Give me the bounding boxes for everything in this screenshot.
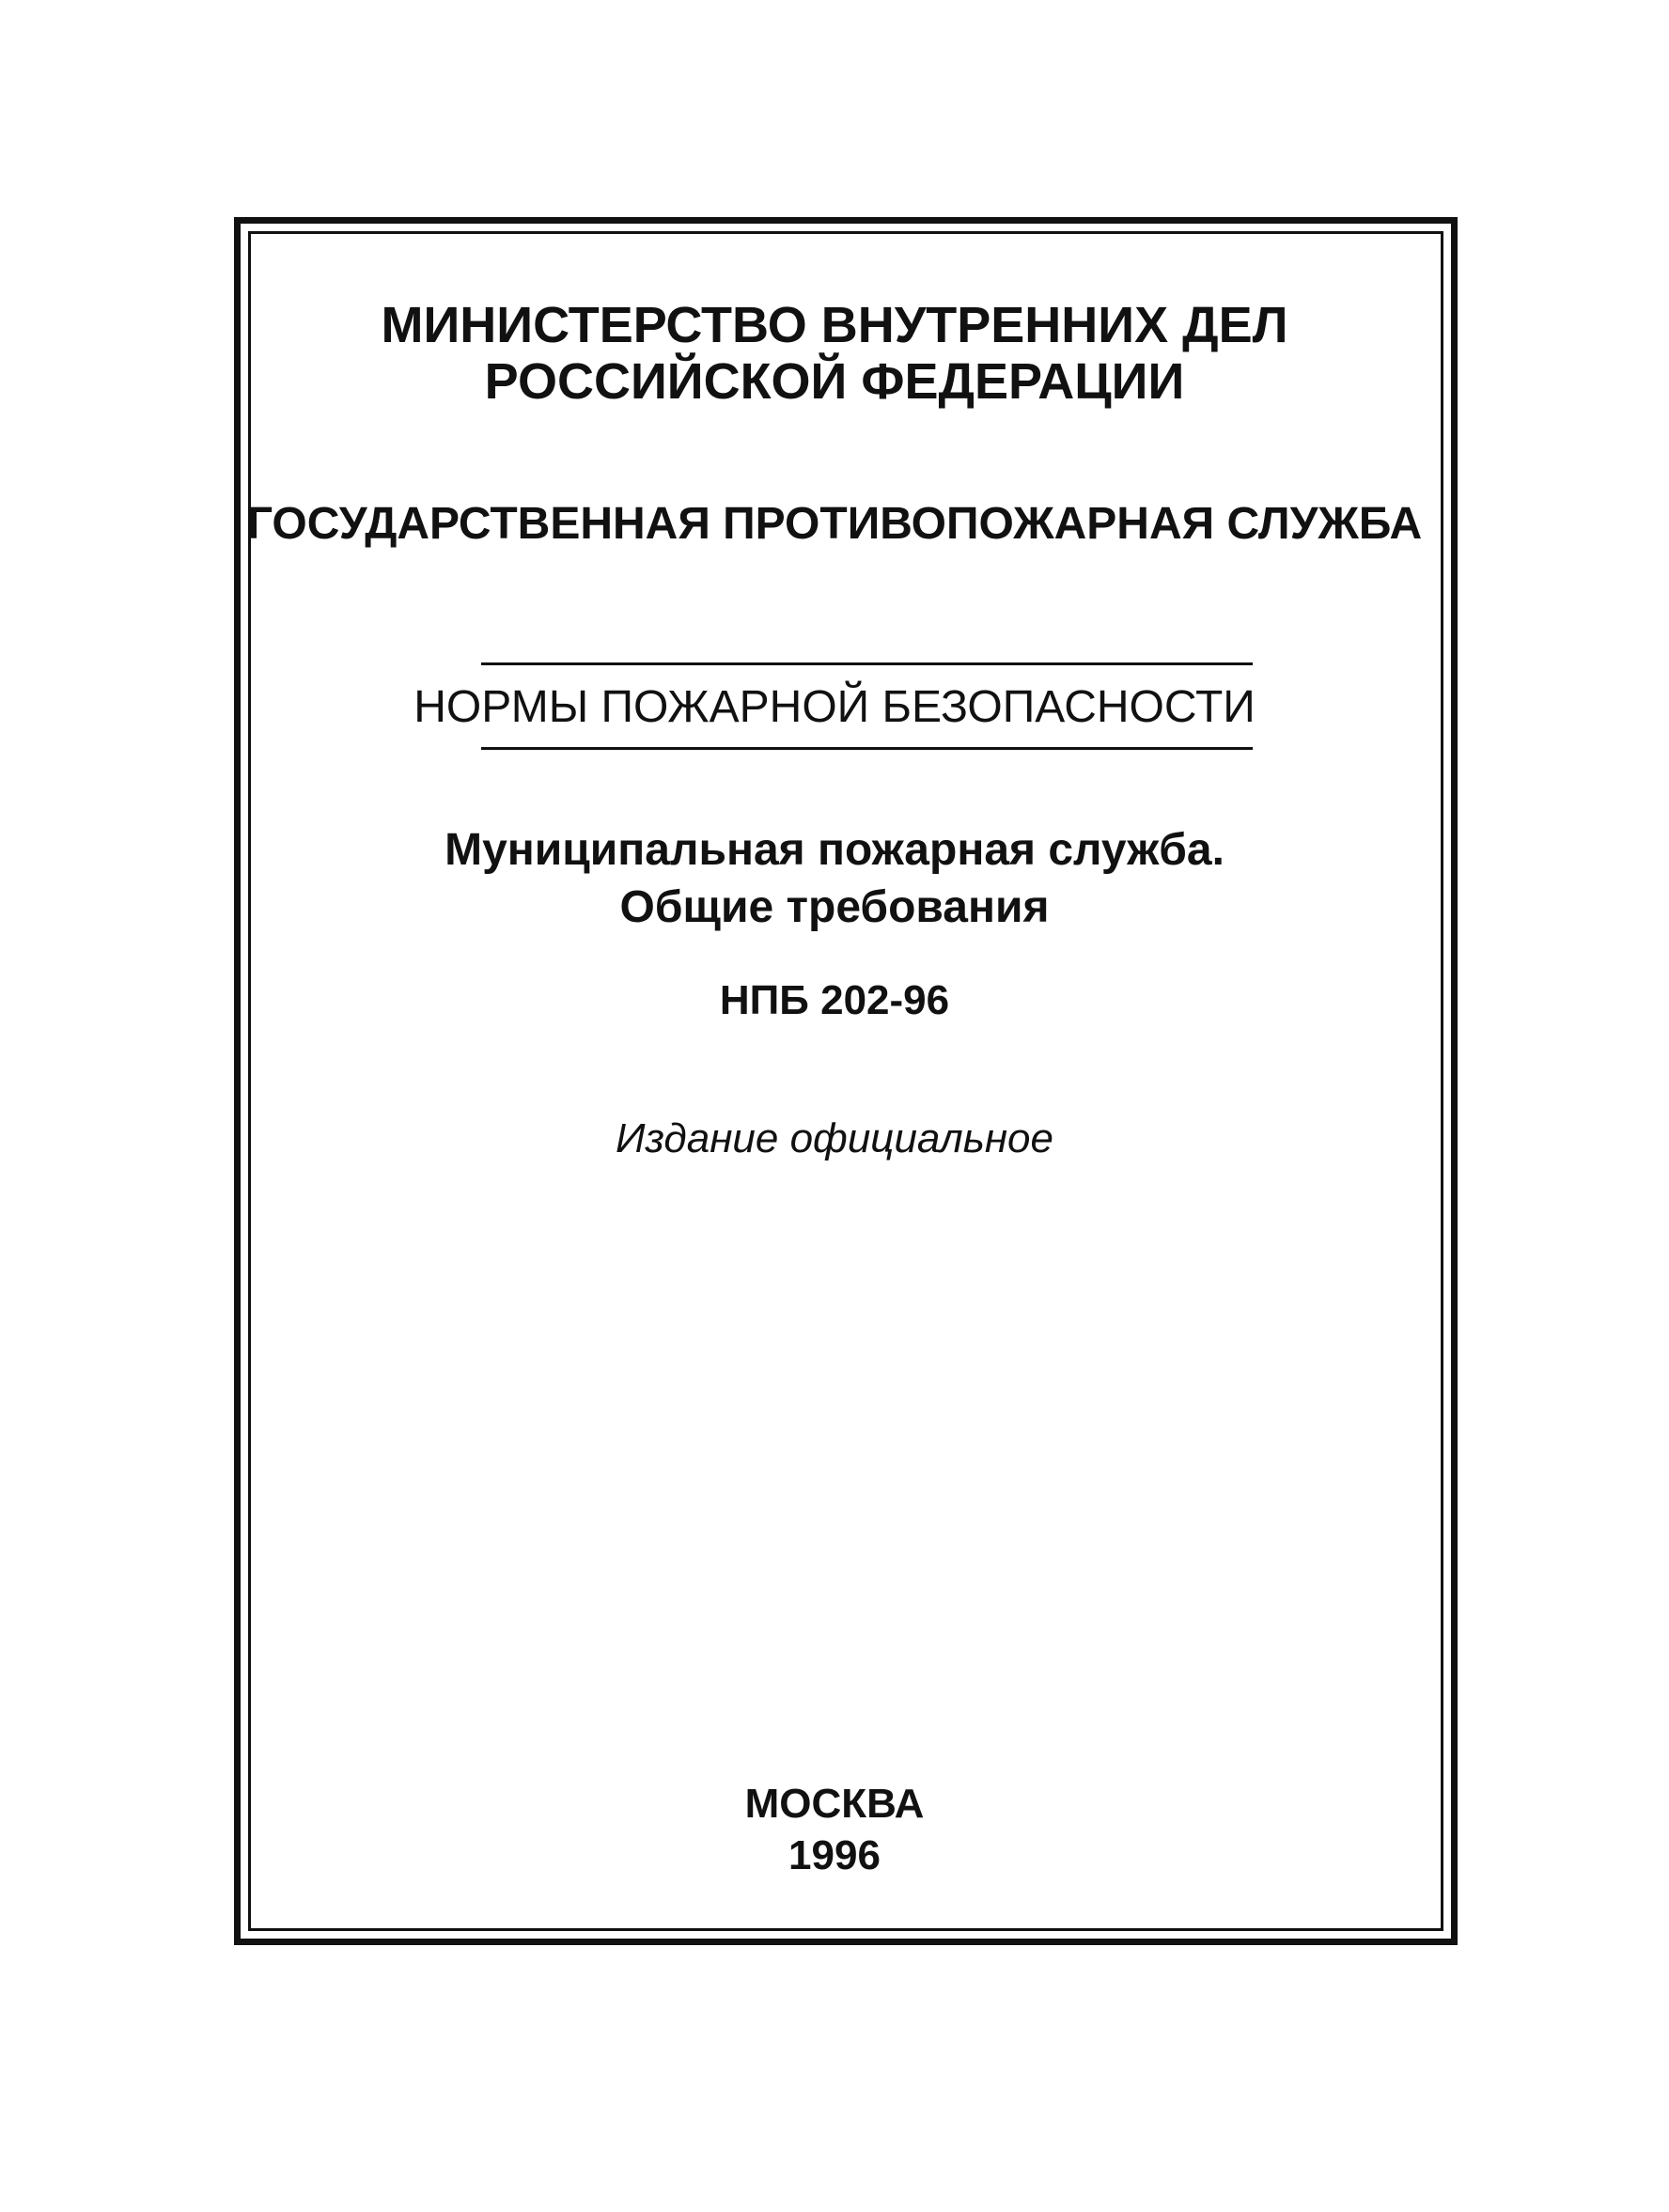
divider-bottom: [481, 747, 1253, 750]
divider-top: [481, 662, 1253, 665]
document-title-line2: Общие требования: [619, 882, 1050, 932]
ministry-name-line1: МИНИСТЕРСТВО ВНУТРЕННИХ ДЕЛ: [381, 297, 1288, 353]
norms-heading: НОРМЫ ПОЖАРНОЙ БЕЗОПАСНОСТИ: [413, 682, 1256, 732]
document-title-line1: Муниципальная пожарная служба.: [445, 825, 1224, 875]
service-name: ГОСУДАРСТВЕННАЯ ПРОТИВОПОЖАРНАЯ СЛУЖБА: [246, 499, 1423, 549]
ministry-name-line2: РОССИЙСКОЙ ФЕДЕРАЦИИ: [484, 353, 1185, 410]
edition-note: Издание официальное: [615, 1115, 1054, 1161]
document-code: НПБ 202-96: [719, 977, 950, 1023]
publication-year: 1996: [788, 1832, 881, 1878]
page-border-inner: [248, 231, 1443, 1931]
publication-city: МОСКВА: [744, 1781, 925, 1827]
